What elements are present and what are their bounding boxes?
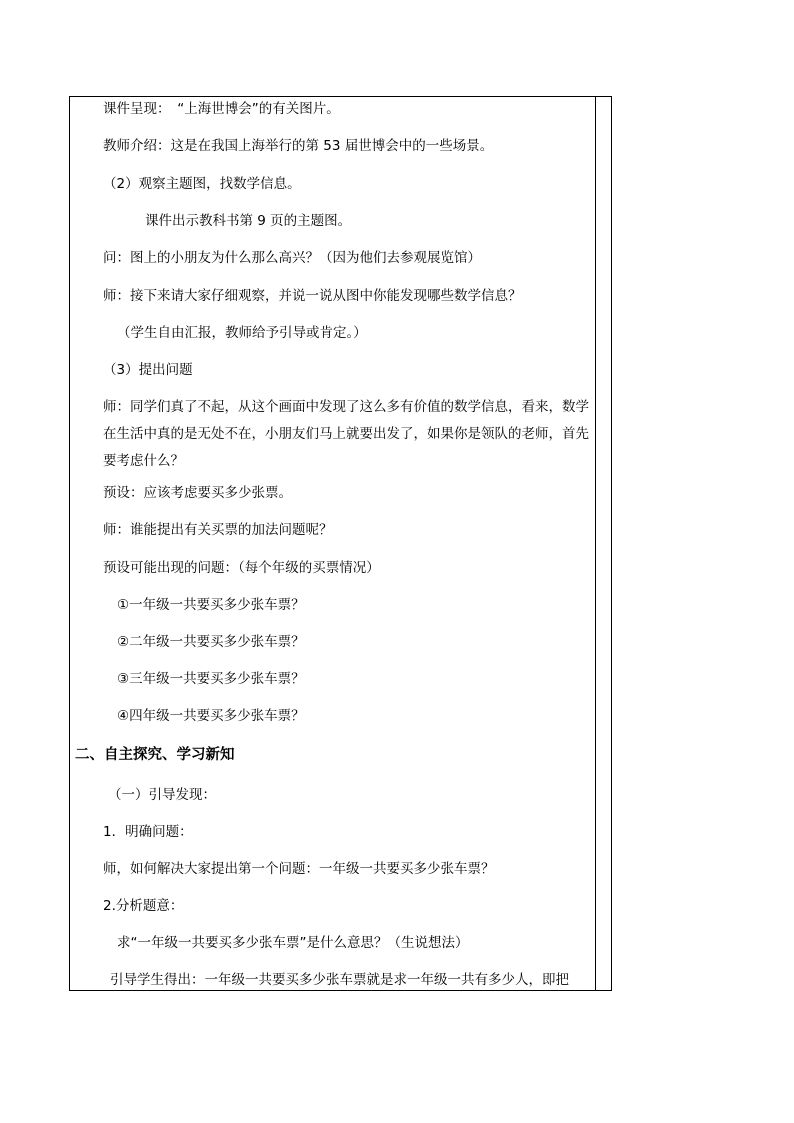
- text-line-12: 预设可能出现的问题：（每个年级的买票情况）: [103, 560, 380, 576]
- text-line-6: 师：接下来请大家仔细观察，并说一说从图中你能发现哪些数学信息？: [103, 288, 522, 304]
- section-heading: 二、自主探究、学习新知: [75, 747, 235, 763]
- text-line-1: 课件呈现： “上海世博会”的有关图片。: [103, 101, 340, 117]
- text-line-8: （3）提出问题: [103, 362, 193, 378]
- text-line-21: 2.分析题意：: [103, 898, 184, 914]
- text-line-19: 1．明确问题：: [103, 824, 193, 840]
- question-item-3: ③三年级一共要买多少张车票？: [117, 671, 305, 687]
- table-column-divider: [595, 96, 596, 991]
- text-line-3: （2）观察主题图，找数学信息。: [103, 176, 301, 192]
- question-item-4: ④四年级一共要买多少张车票？: [117, 708, 305, 724]
- question-item-1: ①一年级一共要买多少张车票？: [117, 597, 305, 613]
- text-paragraph-9: 师：同学们真了不起，从这个画面中发现了这么多有价值的数学信息，看来，数学在生活中真的是无处不在，小朋友们马上就要出发了，如果你是领队的老师，首先要考虑什么？: [103, 399, 589, 469]
- text-line-20: 师，如何解决大家提出第一个问题：一年级一共要买多少张车票？: [103, 861, 495, 877]
- text-line-4: 课件出示教科书第 9 页的主题图。: [145, 213, 352, 229]
- text-line-22: 求“一年级一共要买多少张车票”是什么意思？（生说想法）: [117, 935, 469, 951]
- content-table: [69, 96, 612, 991]
- text-line-18: （一）引导发现：: [108, 787, 216, 803]
- text-line-23: 引导学生得出：一年级一共要买多少张车票就是求一年级一共有多少人，即把: [110, 972, 569, 988]
- text-line-5: 问：图上的小朋友为什么那么高兴？（因为他们去参观展览馆）: [103, 250, 481, 266]
- text-line-11: 师：谁能提出有关买票的加法问题呢？: [103, 522, 333, 538]
- text-line-7: （学生自由汇报，教师给予引导或肯定。）: [117, 325, 367, 341]
- question-item-2: ②二年级一共要买多少张车票？: [117, 634, 305, 650]
- text-line-10: 预设：应该考虑要买多少张票。: [103, 485, 292, 501]
- text-line-2: 教师介绍：这是在我国上海举行的第 53 届世博会中的一些场景。: [103, 138, 494, 154]
